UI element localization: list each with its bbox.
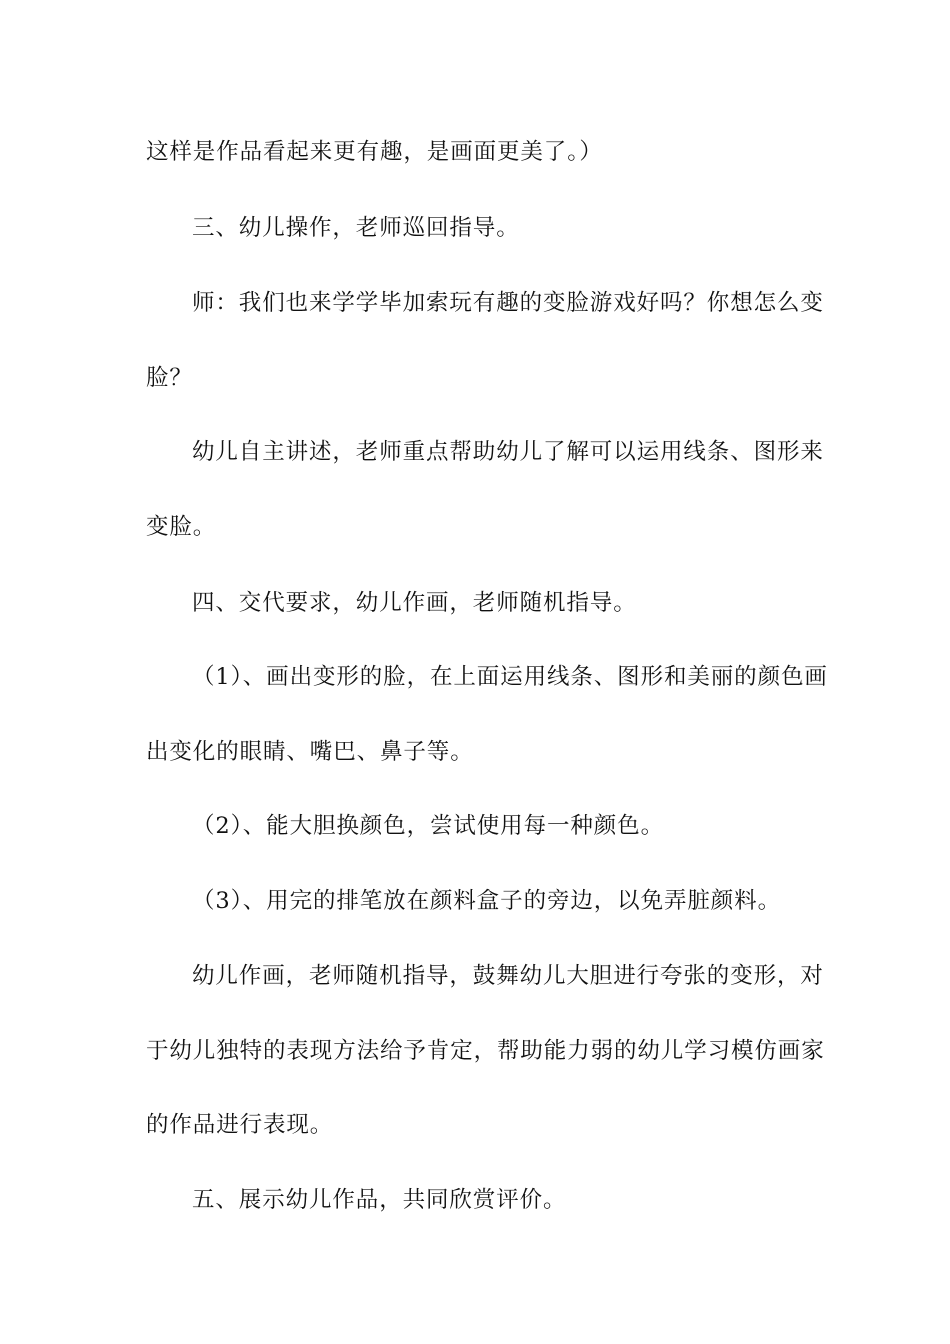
section-heading: 四、交代要求，幼儿作画，老师随机指导。 [192,590,637,616]
section-heading: 三、幼儿操作，老师巡回指导。 [192,215,520,241]
section-heading: 五、展示幼儿作品，共同欣赏评价。 [192,1187,567,1213]
text-line: 变脸。 [146,514,217,540]
text-line: 师：我们也来学学毕加索玩有趣的变脸游戏好吗？你想怎么变 [192,290,824,316]
text-line: 这样是作品看起来更有趣，是画面更美了。） [146,139,603,165]
text-line: 幼儿作画，老师随机指导，鼓舞幼儿大胆进行夸张的变形，对 [192,963,824,989]
text-line: （1）、画出变形的脸，在上面运用线条、图形和美丽的颜色画 [192,664,828,690]
text-line: 出变化的眼睛、嘴巴、鼻子等。 [146,739,474,765]
text-line: （3）、用完的排笔放在颜料盒子的旁边，以免弄脏颜料。 [192,888,781,914]
text-line: 的作品进行表现。 [146,1112,334,1138]
text-line: 脸？ [146,365,193,391]
text-line: 幼儿自主讲述，老师重点帮助幼儿了解可以运用线条、图形来 [192,439,824,465]
text-line: （2）、能大胆换颜色，尝试使用每一种颜色。 [192,813,664,839]
text-line: 于幼儿独特的表现方法给予肯定，帮助能力弱的幼儿学习模仿画家 [146,1038,825,1064]
